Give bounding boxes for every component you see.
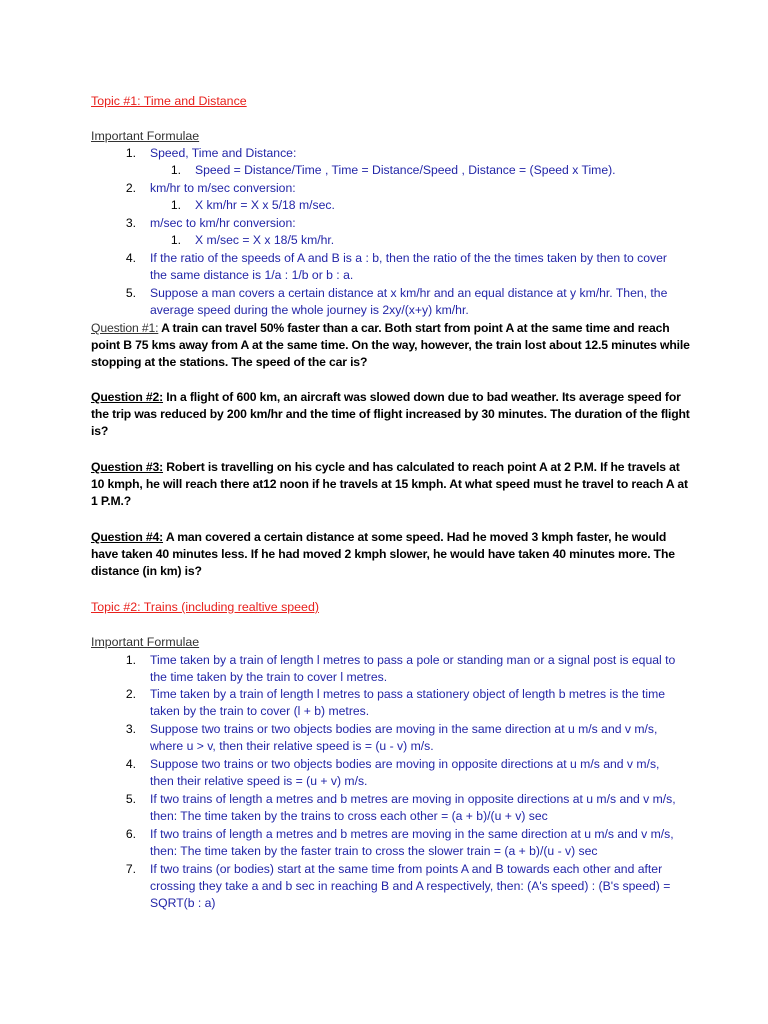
question-text-line: is? <box>91 424 109 438</box>
sub-list-item: X m/sec = X x 18/5 km/hr. <box>195 233 335 247</box>
list-item: km/hr to m/sec conversion: <box>150 181 296 195</box>
list-item-line: Suppose two trains or two objects bodies are moving in the same direction at u m/s and v m/s, <box>150 722 658 736</box>
list-item-line: crossing they take a and b sec in reaching B and A respectively, then: (A's speed) : (B's speed) = <box>150 879 671 893</box>
sub-list-number: 1. <box>170 198 181 212</box>
list-number: 5. <box>125 286 136 300</box>
list-item-line: Suppose two trains or two objects bodies are moving in opposite directions at u m/s and v m/s, <box>150 757 660 771</box>
list-item-line: the same distance is 1/a : 1/b or b : a. <box>150 268 354 282</box>
list-number: 2. <box>125 181 136 195</box>
question-2 <box>91 389 690 440</box>
list-number: 3. <box>125 216 136 230</box>
list-number: 3. <box>125 722 136 736</box>
question-text-line: Robert is travelling on his cycle and has calculated to reach point A at 2 P.M. If he travels at <box>166 460 680 474</box>
list-item-line: then: The time taken by the trains to cross each other = (a + b)/(u + v) sec <box>150 809 548 823</box>
list-item-line: average speed during the whole journey is 2xy/(x+y) km/hr. <box>150 303 469 317</box>
list-number: 7. <box>125 862 136 876</box>
topic-1-formulae-heading: Important Formulae <box>91 129 200 143</box>
list-item-line: Time taken by a train of length l metres to pass a pole or standing man or a signal post is equal to <box>150 653 676 667</box>
list-number: 4. <box>125 251 136 265</box>
list-number: 6. <box>125 827 136 841</box>
question-text-line: point B 75 kms away from A at the same time. On the way, however, the train lost about 12.5 minutes while <box>91 338 690 352</box>
question-text-line: A train can travel 50% faster than a car. Both start from point A at the same time and reach <box>161 321 670 335</box>
list-item-line: Time taken by a train of length l metres to pass a stationery object of length b metres is the time <box>150 687 666 701</box>
question-4 <box>91 529 681 580</box>
question-text-line: distance (in km) is? <box>91 564 202 578</box>
question-text-line: have taken 40 minutes less. If he had moved 2 kmph slower, he would have taken 40 minutes more. The <box>91 547 675 561</box>
question-text-line: A man covered a certain distance at some speed. Had he moved 3 kmph faster, he would <box>165 530 667 544</box>
list-item-line: Suppose a man covers a certain distance at x km/hr and an equal distance at y km/hr. Then, the <box>150 286 668 300</box>
list-number: 5. <box>125 792 136 806</box>
question-text-line: stopping at the stations. The speed of the car is? <box>91 355 368 369</box>
question-label: Question #2: <box>91 390 164 404</box>
sub-list-item: Speed = Distance/Time , Time = Distance/Speed , Distance = (Speed x Time). <box>195 163 616 177</box>
question-text-line: the trip was reduced by 200 km/hr and the time of flight increased by 30 minutes. The duration of the flight <box>91 407 690 421</box>
list-item-line: SQRT(b : a) <box>150 896 216 910</box>
list-number: 4. <box>125 757 136 771</box>
list-item-line: where u > v, then their relative speed is = (u - v) m/s. <box>150 739 434 753</box>
list-item-line: then their relative speed is = (u + v) m/s. <box>150 774 368 788</box>
list-item-line: the time taken by the train to cover l metres. <box>150 670 388 684</box>
list-item-line: If two trains of length a metres and b metres are moving in the same direction at u m/s and v m/s, <box>150 827 674 841</box>
question-text-line: 10 kmph, he will reach there at12 noon if he travels at 15 kmph. At what speed must he travel to reach A at <box>91 477 688 491</box>
question-text-line: 1 P.M.? <box>91 494 132 508</box>
question-3 <box>91 459 688 510</box>
sub-list-number: 1. <box>170 233 181 247</box>
topic-2-title: Topic #2: Trains (including realtive speed) <box>91 600 319 614</box>
list-number: 1. <box>125 146 136 160</box>
topic-2-formulae-heading: Important Formulae <box>91 635 200 649</box>
question-label: Question #3: <box>91 460 164 474</box>
list-item-line: If two trains (or bodies) start at the same time from points A and B towards each other and after <box>150 862 663 876</box>
list-item-line: If the ratio of the speeds of A and B is a : b, then the ratio of the the times taken by then to cover <box>150 251 667 265</box>
topic-1-title: Topic #1: Time and Distance <box>91 94 247 108</box>
list-item-line: then: The time taken by the faster train to cross the slower train = (a + b)/(u - v) sec <box>150 844 598 858</box>
list-number: 2. <box>125 687 136 701</box>
question-label: Question #4: <box>91 530 164 544</box>
sub-list-item: X km/hr = X x 5/18 m/sec. <box>195 198 335 212</box>
list-item-line: taken by the train to cover (l + b) metres. <box>150 704 370 718</box>
question-label: Question #1: <box>91 321 159 335</box>
sub-list-number: 1. <box>170 163 181 177</box>
question-1 <box>91 320 690 371</box>
list-item: m/sec to km/hr conversion: <box>150 216 296 230</box>
list-item-line: If two trains of length a metres and b metres are moving in opposite directions at u m/s and v m/s, <box>150 792 676 806</box>
question-text-line: In a flight of 600 km, an aircraft was slowed down due to bad weather. Its average speed for <box>166 390 681 404</box>
list-item: Speed, Time and Distance: <box>150 146 297 160</box>
list-number: 1. <box>125 653 136 667</box>
